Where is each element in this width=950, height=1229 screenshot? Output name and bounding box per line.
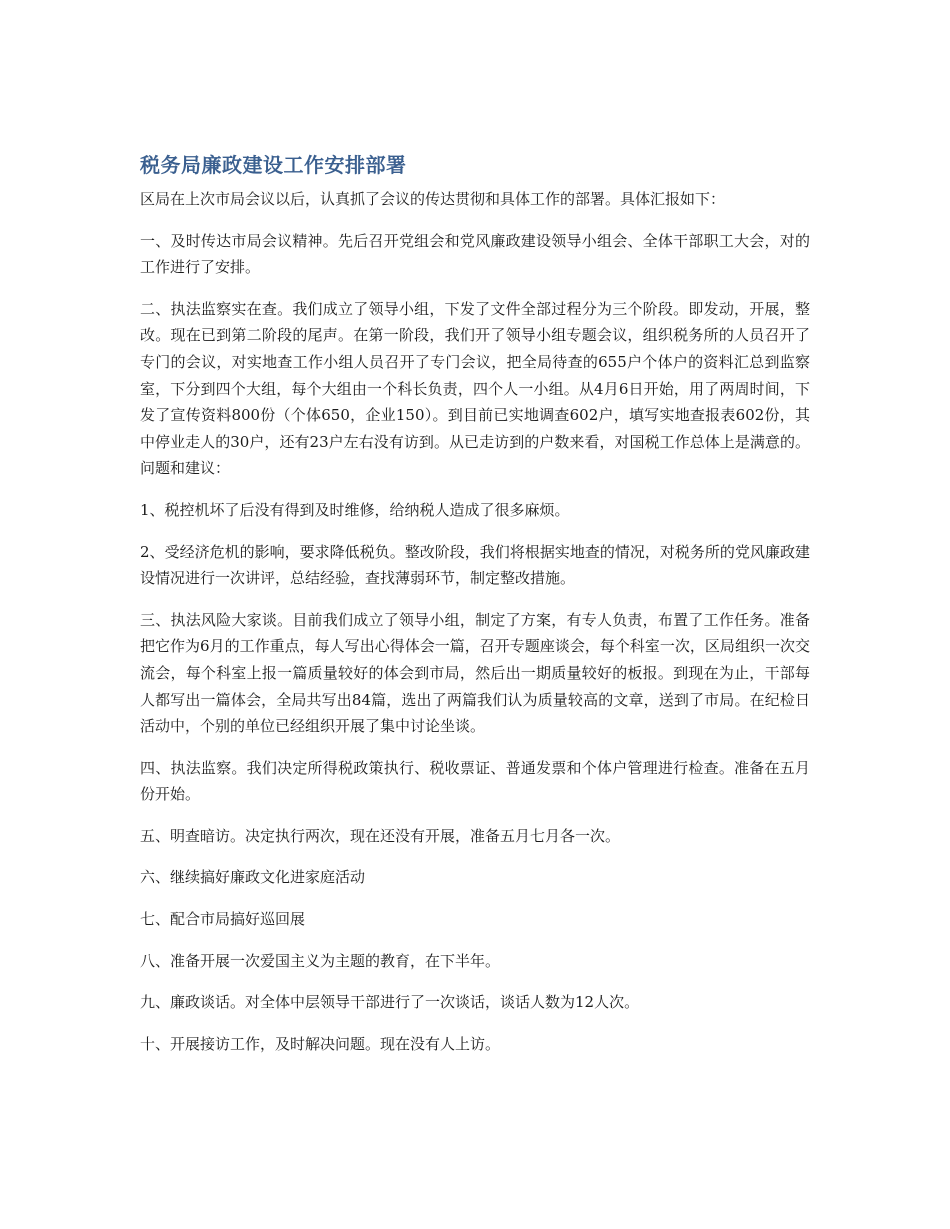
paragraph-suggestion-1: 1、税控机坏了后没有得到及时维修，给纳税人造成了很多麻烦。: [140, 500, 570, 519]
paragraph-item-7: 七、配合市局搞好巡回展: [140, 910, 306, 929]
paragraph-item-9: 九、廉政谈话。对全体中层领导干部进行了一次谈话，谈话人数为12人次。: [140, 993, 640, 1012]
document-page: [140, 150, 810, 1072]
paragraph-item-6: 六、继续搞好廉政文化进家庭活动: [140, 868, 366, 887]
paragraph-intro: 区局在上次市局会议以后，认真抓了会议的传达贯彻和具体工作的部署。具体汇报如下：: [140, 190, 726, 208]
paragraph-item-1: 一、及时传达市局会议精神。先后召开党组会和党风廉政建设领导小组会、全体干部职工大会，对的工作进行了安排。: [140, 231, 810, 277]
paragraph-item-8: 八、准备开展一次爱国主义为主题的教育，在下半年。: [140, 951, 501, 970]
paragraph-item-3: 三、执法风险大家谈。目前我们成立了领导小组，制定了方案，有专人负责，布置了工作任务。准备把它作为6月的工作重点，每人写出心得体会一篇，召开专题座谈会，每个科室一次，区局组织一次交流会，每个科室上报一篇质量较好的体会到市局，然后出一期质量较好的板报。到现在为止，干部每人都写出一篇体会，全局共写出84篇，选出了两篇我们认为质量较高的文章，送到了市局。在纪检日活动中，个别的单位已经组织开展了集中讨论坐谈。: [140, 610, 810, 736]
paragraph-item-5: 五、明查暗访。决定执行两次，现在还没有开展，准备五月七月各一次。: [140, 826, 621, 845]
paragraph-item-2: 二、执法监察实在查。我们成立了领导小组，下发了文件全部过程分为三个阶段。即发动，开展，整改。现在已到第二阶段的尾声。在第一阶段，我们开了领导小组专题会议，组织税务所的人员召开了专门的会议，对实地查工作小组人员召开了专门会议，把全局待查的655户个体户的资料汇总到监察室，下分到四个大组，每个大组由一个科长负责，四个人一小组。从4月6日开始，用了两周时间，下发了宣传资料800份（个体650，企业150）。到目前已实地调查602户，填写实地查报表602份，其中停业走人的30户，还有23户左右没有访到。从已走访到的户数来看，对国税工作总体上是满意的。问题和建议：: [140, 299, 810, 478]
paragraph-item-10: 十、开展接访工作，及时解决问题。现在没有人上访。: [140, 1034, 501, 1053]
paragraph-item-4: 四、执法监察。我们决定所得税政策执行、税收票证、普通发票和个体户管理进行检查。准备在五月份开始。: [140, 758, 810, 804]
paragraph-suggestion-2: 2、受经济危机的影响，要求降低税负。整改阶段，我们将根据实地查的情况，对税务所的党风廉政建设情况进行一次讲评，总结经验，查找薄弱环节，制定整改措施。: [140, 542, 810, 588]
document-title: 税务局廉政建设工作安排部署: [140, 153, 407, 177]
